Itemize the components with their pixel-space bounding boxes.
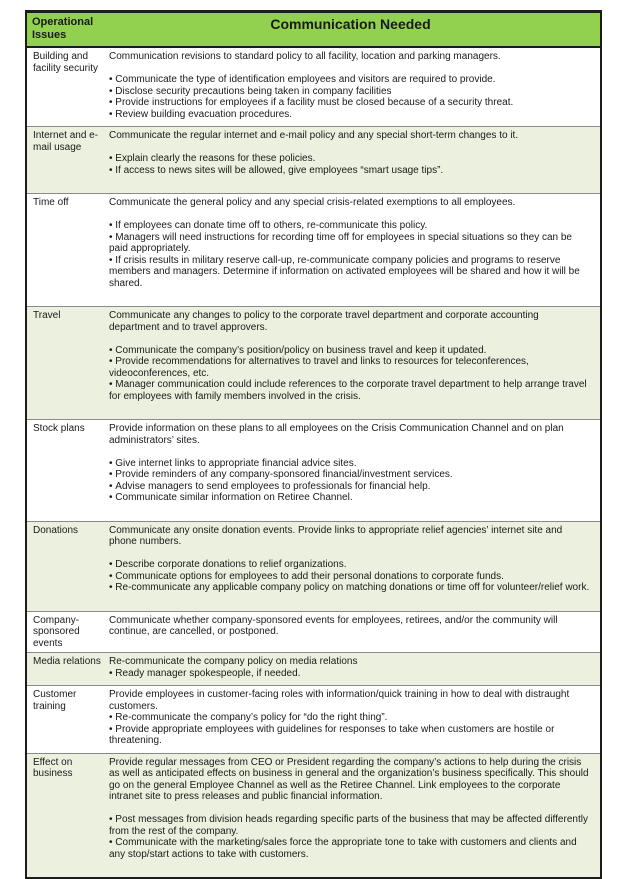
row-issue-label: Stock plans [33,423,85,434]
row-intro: Communicate the regular internet and e-mail policy and any special short-term changes to it. [109,130,519,141]
bullet-item: • Communicate the company’s position/policy on business travel and keep it updated. [109,345,590,357]
row-intro: Communicate the general policy and any special crisis-related exemptions to all employees. [109,197,516,208]
table-row-donations [27,521,600,611]
table-row-effect-on-business [27,753,600,878]
row-communication-cell [105,127,600,193]
row-intro: Provide information on these plans to all employees on the Crisis Communication Channel and on plan administrators’ sites. [109,423,564,446]
bullet-list [109,559,590,594]
bullet-item: • Communicate the type of identification employees and visitors are required to provide. [109,74,590,86]
bullet-item: • Manager communication could include references to the corporate travel department to help arrange travel for employees with family members involved in the crisis. [109,379,590,402]
bullet-item: • Re-communicate the company’s policy for “do the right thing”. [109,712,590,724]
bullet-item: • Communicate similar information on Retiree Channel. [109,492,590,504]
bullet-item: • Describe corporate donations to relief organizations. [109,559,590,571]
table-row-stock-plans [27,419,600,521]
row-issue-label: Customer training [33,689,77,712]
row-communication-cell [105,653,600,685]
table-row-time-off [27,193,600,306]
bullet-list [109,458,590,504]
table-row-customer-training [27,685,600,753]
bullet-list [109,220,590,289]
row-intro: Communicate any onsite donation events. Provide links to appropriate relief agencies’ internet site and phone numbers. [109,524,563,547]
table-row-building-security [27,48,600,126]
bullet-item: • Managers will need instructions for recording time off for employees in special situations so they can be paid appropriately. [109,232,590,255]
row-intro: Communication revisions to standard policy to all facility, location and parking managers. [109,51,501,62]
row-intro: Re-communicate the company policy on media relations [109,656,358,667]
bullet-list [109,74,590,120]
bullet-item: • Provide recommendations for alternatives to travel and links to resources for teleconferences, videoconferences, etc. [109,356,590,379]
row-intro: Provide regular messages from CEO or President regarding the company’s actions to help during the crisis as well as anticipated effects on business in general and the organization’s business specifically. This should go on the general Employee Channel as well as the Retiree Channel. Link employees to the corporate intranet site to press releases and public financial information. [109,756,589,802]
row-communication-cell [105,754,600,878]
bullet-item: • Re-communicate any applicable company policy on matching donations or time off for volunteer/relief work. [109,582,590,594]
row-communication-cell [105,522,600,611]
bullet-item: • Communicate options for employees to add their personal donations to corporate funds. [109,571,590,583]
table-row-travel [27,306,600,419]
table-header-row [27,13,600,48]
row-communication-cell [105,194,600,306]
row-intro: Communicate whether company-sponsored events for employees, retirees, and/or the community will continue, are cancelled, or postponed. [109,614,558,637]
table-row-internet-email [27,126,600,193]
row-communication-cell [105,420,600,521]
bullet-list [109,153,590,176]
row-intro: Provide employees in customer-facing roles with information/quick training in how to deal with distraught customers. [109,689,570,712]
row-issue-label: Media relations [33,656,101,667]
row-intro: Communicate any changes to policy to the corporate travel department and corporate accounting department and to travel approvers. [109,310,539,333]
header-col-operational-issues: Operational Issues [32,16,94,41]
bullet-item: • Advise managers to send employees to professionals for financial help. [109,481,590,493]
row-issue-label: Travel [33,310,61,321]
bullet-item: • Post messages from division heads regarding specific parts of the business that may be affected differently from the rest of the company. [109,814,590,837]
row-issue-label: Company-sponsored events [33,614,80,649]
operational-issues-table [25,10,602,879]
table-body [27,48,600,877]
bullet-item: • If employees can donate time off to others, re-communicate this policy. [109,220,590,232]
bullet-item: • Provide appropriate employees with guidelines for responses to take when customers are hostile or threatening. [109,724,590,747]
bullet-list [109,345,590,403]
row-issue-label: Building and facility security [33,51,99,74]
bullet-item: • Ready manager spokespeople, if needed. [109,668,590,680]
bullet-list [109,814,590,860]
row-issue-label: Time off [33,197,69,208]
bullet-item: • Disclose security precautions being taken in company facilities [109,86,590,98]
row-communication-cell [105,686,600,753]
bullet-item: • Provide reminders of any company-sponsored financial/investment services. [109,469,590,481]
row-issue-label: Donations [33,524,79,536]
table-row-company-sponsored-events [27,611,600,653]
table-row-media-relations [27,652,600,685]
row-issue-label: Effect on business [33,756,73,779]
bullet-item: • If crisis results in military reserve call-up, re-communicate company policies and programs to reserve members and managers. Determine if information on activated employees will be shared and how it will be shared. [109,255,590,290]
bullet-item: • Give internet links to appropriate financial advice sites. [109,458,590,470]
bullet-list [109,668,590,680]
bullet-item: • Provide instructions for employees if a facility must be closed because of a security threat. [109,97,590,109]
bullet-item: • If access to news sites will be allowed, give employees “smart usage tips”. [109,165,590,177]
row-communication-cell [105,612,600,653]
bullet-item: • Communicate with the marketing/sales force the appropriate tone to take with customers and clients and any stop/start actions to take with customers. [109,837,590,860]
row-issue-label: Internet and e-mail usage [33,130,99,153]
header-col-communication-needed: Communication Needed [270,16,431,32]
bullet-list [109,712,590,747]
bullet-item: • Explain clearly the reasons for these policies. [109,153,590,165]
row-communication-cell [105,307,600,419]
row-communication-cell [105,48,600,126]
bullet-item: • Review building evacuation procedures. [109,109,590,121]
